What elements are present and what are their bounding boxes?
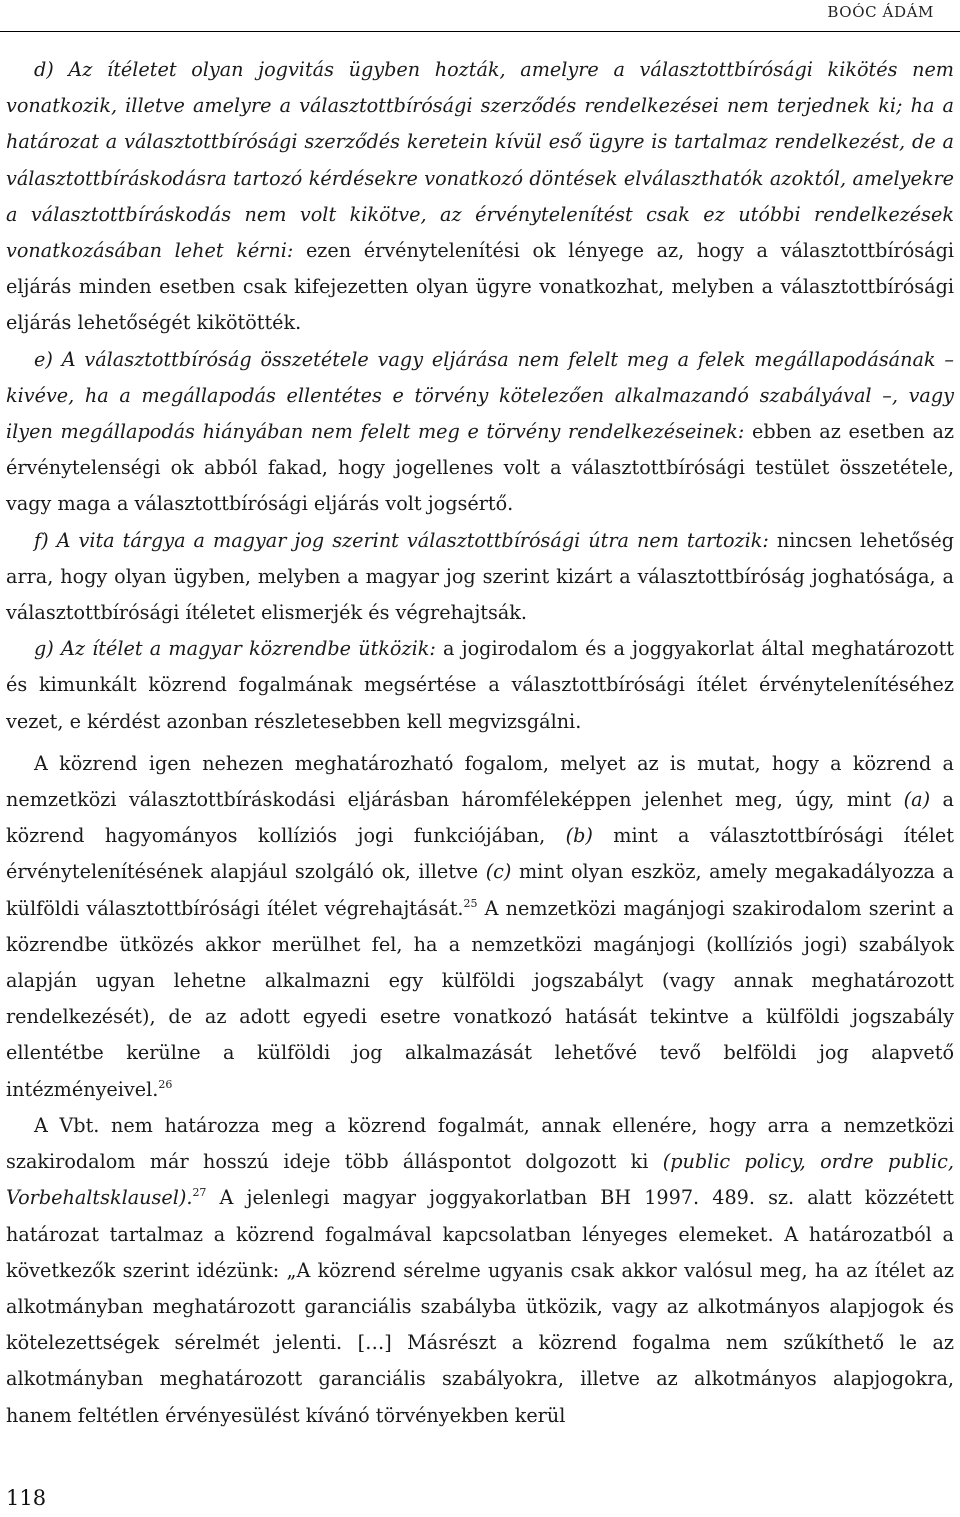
vbt-terms: (public policy, ordre public, Vorbehaltsklausel). xyxy=(6,1150,954,1210)
paragraph-f xyxy=(6,523,954,632)
kozrend-text-5: A nemzetközi magánjogi szakirodalom szerint a közrendbe ütközés akkor merülhet fel, ha a nemzetközi magánjogi (kollíziós jogi) szabályok alapján ugyan lehetne alkalmazni egy külföldi jogszabályt (vagy annak meghatározott rendelkezését), de az adott egyedi esetre vonatkozó hatását tekintve a külföldi jogszabály ellentétbe kerülne a külföldi jog alkalmazását lehetővé tevő belföldi jog alapvető intézményeivel. xyxy=(6,896,954,1101)
header-rule xyxy=(0,31,960,32)
page-number: 118 xyxy=(6,1486,47,1510)
paragraph-kozrend xyxy=(6,746,954,1108)
page-body xyxy=(6,52,954,1434)
paragraph-g-text: a jogirodalom és a joggyakorlat által meghatározott és kimunkált közrend fogalmának megsértése a választottbírósági ítélet érvénytelenítéséhez vezet, e kérdést azonban részletesebben kell megvizsgálni. xyxy=(6,637,954,733)
footnote-ref-25[interactable]: 25 xyxy=(463,896,478,910)
kozrend-text-4: mint olyan eszköz, amely megakadályozza a külföldi választottbírósági ítélet végrehajtását. xyxy=(6,860,954,920)
paragraph-g-heading: g) Az ítélet a magyar közrendbe ütközik: xyxy=(34,637,436,661)
running-head: BOÓC ÁDÁM xyxy=(827,3,934,21)
kozrend-text-3: mint a választottbírósági ítélet érvénytelenítésének alapjául szolgáló ok, illetve xyxy=(6,824,954,884)
kozrend-item-c: (c) xyxy=(485,860,512,884)
kozrend-item-a: (a) xyxy=(903,788,931,812)
paragraph-e xyxy=(6,342,954,523)
paragraph-g xyxy=(6,631,954,740)
kozrend-item-b: (b) xyxy=(565,824,593,848)
paragraph-f-heading: f) A vita tárgya a magyar jog szerint választottbírósági útra nem tartozik: xyxy=(34,528,769,552)
vbt-text-2: A jelenlegi magyar joggyakorlatban BH 1997. 489. sz. alatt közzétett határozat tartalmaz a közrend fogalmával kapcsolatban lényeges elemeket. A határozatból a következők szerint idézünk: „A közrend sérelme ugyanis csak akkor valósul meg, ha az ítélet az alkotmányban meghatározott garanciális szabályba ütközik, vagy az alkotmányos alapjogok és kötelezettségek sérelmét jelenti. […] Másrészt a közrend fogalma nem szűkíthető le az alkotmányban meghatározott garanciális szabályokra, illetve az alkotmányos alapjogokra, hanem feltétlen érvényesülést kívánó törvényekben kerül xyxy=(6,1186,954,1427)
footnote-ref-26[interactable]: 26 xyxy=(158,1077,173,1091)
paragraph-e-heading: e) A választottbíróság összetétele vagy eljárása nem felelt meg a felek megállapodásának – kivéve, ha a megállapodás ellentétes e törvény kötelezően alkalmazandó szabályával –, vagy ilyen megállapodás hiányában nem felelt meg e törvény rendelkezéseinek: xyxy=(6,347,954,444)
footnote-ref-27[interactable]: 27 xyxy=(192,1186,207,1200)
paragraph-vbt xyxy=(6,1108,954,1434)
paragraph-d xyxy=(6,52,954,342)
paragraph-f-text: nincsen lehetőség arra, hogy olyan ügyben, melyben a magyar jog szerint kizárt a választottbíróság joghatósága, a választottbírósági ítéletet elismerjék és végrehajtsák. xyxy=(6,528,954,625)
vbt-text-1: A Vbt. nem határozza meg a közrend fogalmát, annak ellenére, hogy arra a nemzetközi szakirodalom már hosszú ideje több álláspontot dolgozott ki xyxy=(6,1113,954,1174)
paragraph-e-text: ebben az esetben az érvénytelenségi ok abból fakad, hogy jogellenes volt a választottbírósági testület összetétele, vagy maga a választottbírósági eljárás volt jogsértő. xyxy=(6,420,954,516)
paragraph-d-heading: d) Az ítéletet olyan jogvitás ügyben hozták, amelyre a választottbírósági kikötés nem vonatkozik, illetve amelyre a választottbírósági szerződés rendelkezései nem terjednek ki; ha a határozat a választottbírósági szerződés keretein kívül eső ügyre is tartalmaz rendelkezést, de a választottbíráskodásra tartozó kérdésekre vonatkozó döntések elválaszthatók azoktól, amelyekre a választottbíráskodás nem volt kikötve, az érvénytelenítést csak ez utóbbi rendelkezések vonatkozásában lehet kérni: xyxy=(6,58,954,263)
kozrend-text-2: a közrend hagyományos kollíziós jogi funkciójában, xyxy=(6,788,954,848)
paragraph-d-text: ezen érvénytelenítési ok lényege az, hogy a választottbírósági eljárás minden esetben csak kifejezetten olyan ügyre vonatkozhat, melyben a választottbírósági eljárás lehetőségét kikötötték. xyxy=(6,239,954,335)
kozrend-text-1: A közrend igen nehezen meghatározható fogalom, melyet az is mutat, hogy a közrend a nemzetközi választottbíráskodási eljárásban háromféleképpen jelenhet meg, úgy, mint xyxy=(6,751,954,812)
